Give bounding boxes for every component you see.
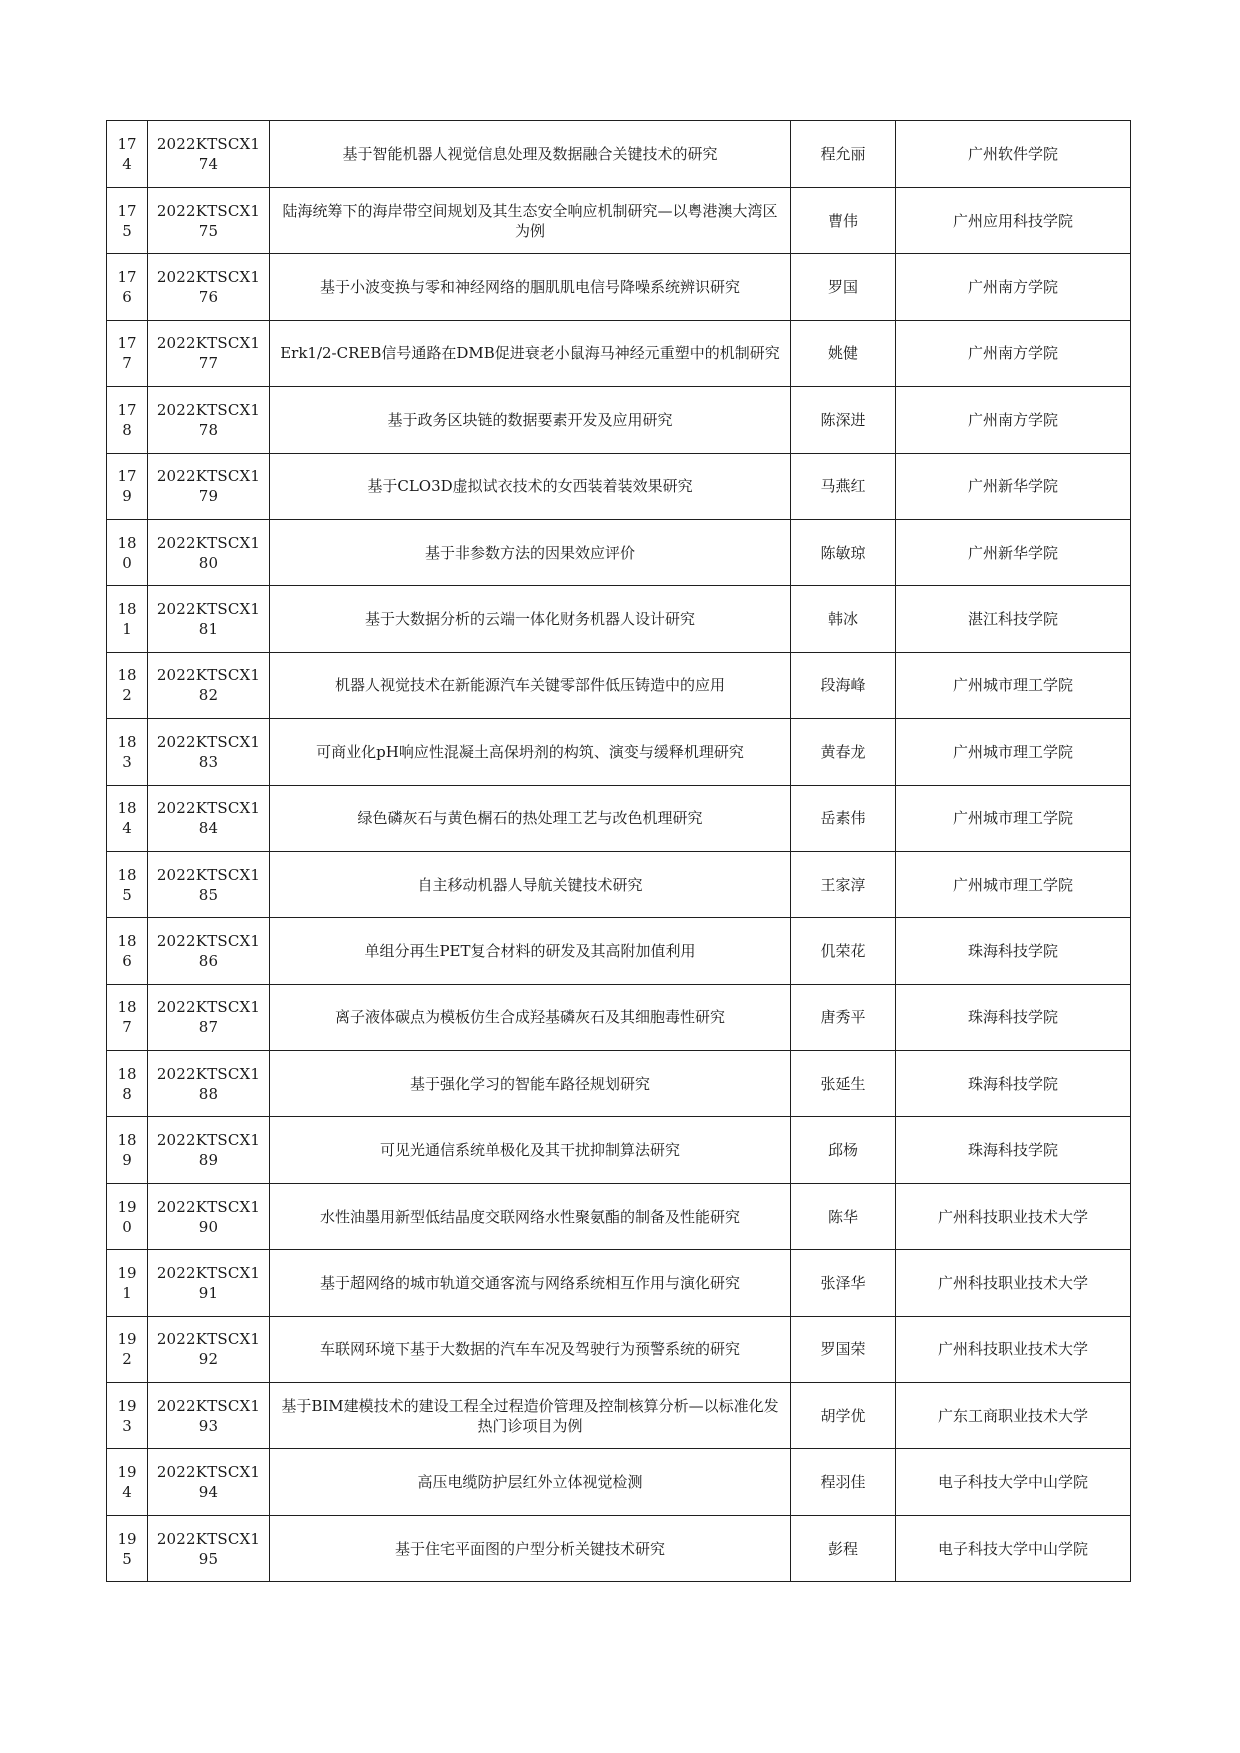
institution-cell: 电子科技大学中山学院 (896, 1515, 1131, 1581)
project-title-cell: 机器人视觉技术在新能源汽车关键零部件低压铸造中的应用 (270, 652, 791, 718)
project-leader-cell: 程羽佳 (791, 1449, 896, 1515)
project-leader-cell: 罗国 (791, 254, 896, 320)
project-code-cell: 2022KTSCX185 (148, 851, 270, 917)
institution-cell: 广州城市理工学院 (896, 785, 1131, 851)
project-title-cell: Erk1/2-CREB信号通路在DMB促进衰老小鼠海马神经元重塑中的机制研究 (270, 320, 791, 386)
institution-cell: 广州新华学院 (896, 519, 1131, 585)
table-row (107, 785, 1131, 851)
project-code-cell: 2022KTSCX182 (148, 652, 270, 718)
project-leader-cell: 韩冰 (791, 586, 896, 652)
project-title-cell: 基于政务区块链的数据要素开发及应用研究 (270, 387, 791, 453)
project-title-cell: 基于CLO3D虚拟试衣技术的女西装着装效果研究 (270, 453, 791, 519)
project-code-cell: 2022KTSCX191 (148, 1250, 270, 1316)
institution-cell: 电子科技大学中山学院 (896, 1449, 1131, 1515)
project-title-cell: 单组分再生PET复合材料的研发及其高附加值利用 (270, 918, 791, 984)
project-leader-cell: 王家淳 (791, 851, 896, 917)
row-number-cell: 182 (107, 652, 148, 718)
project-title-cell: 基于智能机器人视觉信息处理及数据融合关键技术的研究 (270, 121, 791, 188)
row-number-cell: 186 (107, 918, 148, 984)
institution-cell: 广州科技职业技术大学 (896, 1316, 1131, 1382)
row-number-cell: 193 (107, 1383, 148, 1449)
row-number-cell: 184 (107, 785, 148, 851)
project-title-cell: 基于BIM建模技术的建设工程全过程造价管理及控制核算分析—以标准化发热门诊项目为例 (270, 1383, 791, 1449)
project-leader-cell: 马燕红 (791, 453, 896, 519)
project-leader-cell: 唐秀平 (791, 984, 896, 1050)
table-row (107, 851, 1131, 917)
project-code-cell: 2022KTSCX187 (148, 984, 270, 1050)
table-row (107, 1515, 1131, 1581)
project-code-cell: 2022KTSCX181 (148, 586, 270, 652)
institution-cell: 广州南方学院 (896, 320, 1131, 386)
project-leader-cell: 罗国荣 (791, 1316, 896, 1382)
project-code-cell: 2022KTSCX178 (148, 387, 270, 453)
institution-cell: 广州城市理工学院 (896, 851, 1131, 917)
project-title-cell: 高压电缆防护层红外立体视觉检测 (270, 1449, 791, 1515)
table-row (107, 1051, 1131, 1117)
table-row (107, 254, 1131, 320)
project-list-page (106, 120, 1130, 1582)
table-row (107, 1250, 1131, 1316)
project-leader-cell: 陈深进 (791, 387, 896, 453)
table-row (107, 1383, 1131, 1449)
project-code-cell: 2022KTSCX195 (148, 1515, 270, 1581)
project-code-cell: 2022KTSCX188 (148, 1051, 270, 1117)
table-row (107, 519, 1131, 585)
row-number-cell: 188 (107, 1051, 148, 1117)
project-leader-cell: 胡学优 (791, 1383, 896, 1449)
institution-cell: 广州新华学院 (896, 453, 1131, 519)
row-number-cell: 195 (107, 1515, 148, 1581)
table-row (107, 121, 1131, 188)
table-row (107, 320, 1131, 386)
row-number-cell: 187 (107, 984, 148, 1050)
row-number-cell: 174 (107, 121, 148, 188)
project-code-cell: 2022KTSCX179 (148, 453, 270, 519)
project-leader-cell: 张泽华 (791, 1250, 896, 1316)
project-title-cell: 陆海统筹下的海岸带空间规划及其生态安全响应机制研究—以粤港澳大湾区为例 (270, 188, 791, 254)
table-body (107, 121, 1131, 1582)
project-title-cell: 可商业化pH响应性混凝土高保坍剂的构筑、演变与缓释机理研究 (270, 719, 791, 785)
institution-cell: 广州应用科技学院 (896, 188, 1131, 254)
table-row (107, 1117, 1131, 1183)
project-code-cell: 2022KTSCX190 (148, 1183, 270, 1249)
row-number-cell: 194 (107, 1449, 148, 1515)
project-title-cell: 可见光通信系统单极化及其干扰抑制算法研究 (270, 1117, 791, 1183)
project-code-cell: 2022KTSCX189 (148, 1117, 270, 1183)
institution-cell: 广州科技职业技术大学 (896, 1183, 1131, 1249)
project-code-cell: 2022KTSCX192 (148, 1316, 270, 1382)
project-code-cell: 2022KTSCX180 (148, 519, 270, 585)
row-number-cell: 179 (107, 453, 148, 519)
project-code-cell: 2022KTSCX184 (148, 785, 270, 851)
project-leader-cell: 姚健 (791, 320, 896, 386)
project-code-cell: 2022KTSCX193 (148, 1383, 270, 1449)
institution-cell: 珠海科技学院 (896, 984, 1131, 1050)
institution-cell: 珠海科技学院 (896, 1117, 1131, 1183)
institution-cell: 珠海科技学院 (896, 918, 1131, 984)
project-title-cell: 基于住宅平面图的户型分析关键技术研究 (270, 1515, 791, 1581)
table-row (107, 586, 1131, 652)
institution-cell: 广州城市理工学院 (896, 719, 1131, 785)
project-title-cell: 车联网环境下基于大数据的汽车车况及驾驶行为预警系统的研究 (270, 1316, 791, 1382)
project-leader-cell: 陈华 (791, 1183, 896, 1249)
row-number-cell: 190 (107, 1183, 148, 1249)
project-code-cell: 2022KTSCX194 (148, 1449, 270, 1515)
table-row (107, 984, 1131, 1050)
institution-cell: 广州城市理工学院 (896, 652, 1131, 718)
row-number-cell: 181 (107, 586, 148, 652)
project-leader-cell: 段海峰 (791, 652, 896, 718)
row-number-cell: 176 (107, 254, 148, 320)
institution-cell: 广州科技职业技术大学 (896, 1250, 1131, 1316)
row-number-cell: 177 (107, 320, 148, 386)
institution-cell: 广州南方学院 (896, 254, 1131, 320)
project-title-cell: 基于非参数方法的因果效应评价 (270, 519, 791, 585)
project-leader-cell: 程允丽 (791, 121, 896, 188)
project-title-cell: 离子液体碳点为模板仿生合成羟基磷灰石及其细胞毒性研究 (270, 984, 791, 1050)
row-number-cell: 189 (107, 1117, 148, 1183)
table-row (107, 719, 1131, 785)
row-number-cell: 185 (107, 851, 148, 917)
project-code-cell: 2022KTSCX176 (148, 254, 270, 320)
table-row (107, 1449, 1131, 1515)
project-title-cell: 水性油墨用新型低结晶度交联网络水性聚氨酯的制备及性能研究 (270, 1183, 791, 1249)
table-row (107, 387, 1131, 453)
row-number-cell: 178 (107, 387, 148, 453)
project-leader-cell: 曹伟 (791, 188, 896, 254)
table-row (107, 453, 1131, 519)
project-title-cell: 基于大数据分析的云端一体化财务机器人设计研究 (270, 586, 791, 652)
project-code-cell: 2022KTSCX174 (148, 121, 270, 188)
project-title-cell: 基于超网络的城市轨道交通客流与网络系统相互作用与演化研究 (270, 1250, 791, 1316)
project-code-cell: 2022KTSCX177 (148, 320, 270, 386)
project-code-cell: 2022KTSCX186 (148, 918, 270, 984)
project-leader-cell: 彭程 (791, 1515, 896, 1581)
row-number-cell: 192 (107, 1316, 148, 1382)
row-number-cell: 191 (107, 1250, 148, 1316)
project-leader-cell: 黄春龙 (791, 719, 896, 785)
row-number-cell: 183 (107, 719, 148, 785)
project-leader-cell: 岳素伟 (791, 785, 896, 851)
table-row (107, 652, 1131, 718)
project-title-cell: 自主移动机器人导航关键技术研究 (270, 851, 791, 917)
institution-cell: 湛江科技学院 (896, 586, 1131, 652)
project-leader-cell: 仉荣花 (791, 918, 896, 984)
institution-cell: 广东工商职业技术大学 (896, 1383, 1131, 1449)
table-row (107, 918, 1131, 984)
project-leader-cell: 陈敏琼 (791, 519, 896, 585)
project-title-cell: 绿色磷灰石与黄色榍石的热处理工艺与改色机理研究 (270, 785, 791, 851)
institution-cell: 珠海科技学院 (896, 1051, 1131, 1117)
project-code-cell: 2022KTSCX175 (148, 188, 270, 254)
project-table (106, 120, 1131, 1582)
project-title-cell: 基于小波变换与零和神经网络的腘肌肌电信号降噪系统辨识研究 (270, 254, 791, 320)
institution-cell: 广州软件学院 (896, 121, 1131, 188)
table-row (107, 1316, 1131, 1382)
project-leader-cell: 张延生 (791, 1051, 896, 1117)
project-title-cell: 基于强化学习的智能车路径规划研究 (270, 1051, 791, 1117)
table-row (107, 188, 1131, 254)
project-code-cell: 2022KTSCX183 (148, 719, 270, 785)
row-number-cell: 175 (107, 188, 148, 254)
table-row (107, 1183, 1131, 1249)
row-number-cell: 180 (107, 519, 148, 585)
institution-cell: 广州南方学院 (896, 387, 1131, 453)
project-leader-cell: 邱杨 (791, 1117, 896, 1183)
